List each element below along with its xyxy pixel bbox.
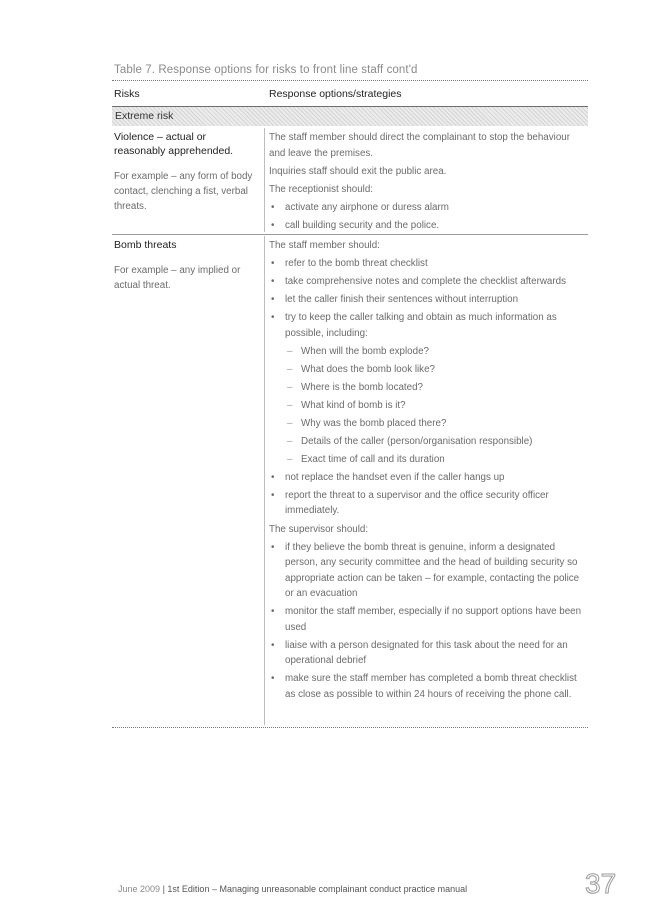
column-separator	[264, 128, 265, 232]
list-item: • if they believe the bomb threat is genuine, inform a designated person, any security committee and the head of building security so appropriate action can be taken – for example, contacting the police or an evacuation	[271, 541, 580, 599]
footer-edition: 1st Edition – Managing unreasonable complainant conduct practice manual	[167, 884, 468, 894]
response-list	[269, 200, 583, 234]
table-caption: Table 7. Response options for risks to front line staff cont'd	[114, 64, 418, 76]
header-responses: Response options/strategies	[269, 88, 402, 100]
response-list	[269, 256, 583, 519]
list-item: • report the threat to a supervisor and the office security officer immediately.	[271, 489, 549, 516]
caption-rule	[112, 80, 588, 81]
sub-list	[285, 344, 583, 468]
column-separator	[264, 236, 265, 725]
sub-list-item: – Details of the caller (person/organisation responsible)	[285, 434, 583, 450]
risk-example: For example – any form of body contact, clenching a fist, verbal threats.	[114, 171, 253, 212]
response-paragraph: The staff member should direct the complainant to stop the behaviour and leave the premises.	[269, 132, 570, 159]
risk-cell-violence	[114, 130, 260, 214]
bullet-icon: •	[271, 471, 275, 483]
footer-separator: |	[162, 884, 165, 894]
bullet-icon: •	[271, 258, 275, 269]
bullet-icon: •	[271, 606, 275, 617]
sub-list-item: – Exact time of call and its duration	[285, 452, 583, 468]
bullet-icon: •	[271, 201, 275, 213]
header-risks: Risks	[114, 88, 140, 100]
page-footer	[118, 884, 467, 894]
dash-icon: –	[287, 381, 293, 393]
dash-icon: –	[287, 435, 293, 447]
sub-list-item: – What does the bomb look like?	[285, 362, 583, 378]
response-cell-violence	[269, 130, 583, 236]
band-label: Extreme risk	[115, 110, 174, 122]
response-paragraph: The staff member should:	[269, 240, 380, 251]
risk-title: Violence – actual or reasonably apprehended.	[114, 131, 234, 157]
bullet-icon: •	[271, 294, 275, 305]
response-paragraph: The supervisor should:	[269, 523, 369, 535]
dash-icon: –	[287, 399, 293, 411]
bullet-icon: •	[271, 541, 275, 553]
dash-icon: –	[287, 453, 293, 465]
response-paragraph: Inquiries staff should exit the public area.	[269, 165, 447, 177]
dash-icon: –	[287, 345, 293, 357]
list-item: • not replace the handset even if the caller hangs up	[269, 470, 583, 486]
bullet-icon: •	[271, 276, 275, 287]
dash-icon: –	[287, 417, 293, 429]
list-item: • let the caller finish their sentences without interruption	[269, 292, 583, 308]
list-item: • take comprehensive notes and complete the checklist afterwards	[269, 274, 583, 290]
bullet-icon: •	[271, 219, 275, 231]
sub-list-item: – What kind of bomb is it?	[285, 398, 583, 414]
risk-example: For example – any implied or actual threat.	[114, 265, 241, 291]
bullet-icon: •	[271, 639, 275, 651]
response-paragraph: The receptionist should:	[269, 183, 374, 195]
response-list	[269, 540, 583, 703]
sub-list-item: – Why was the bomb placed there?	[285, 416, 583, 432]
list-item: • refer to the bomb threat checklist	[269, 256, 583, 272]
list-item: • make sure the staff member has completed a bomb threat checklist as close as possible to within 24 hours of receiving the phone call.	[271, 673, 577, 700]
bullet-icon: •	[271, 489, 275, 501]
table-bottom-rule	[112, 727, 588, 728]
bullet-icon: •	[271, 673, 275, 684]
sub-list-item: – When will the bomb explode?	[285, 344, 583, 360]
table-header-row	[114, 88, 588, 106]
list-item: • activate any airphone or duress alarm	[269, 200, 583, 216]
sub-list-item: – Where is the bomb located?	[285, 380, 583, 396]
list-item: • monitor the staff member, especially if no support options have been used	[271, 606, 582, 633]
list-item: • call building security and the police.	[269, 218, 583, 234]
footer-date: June 2009	[118, 884, 161, 894]
response-cell-bomb-threats	[269, 238, 583, 705]
extreme-risk-band	[112, 107, 588, 126]
list-item: • try to keep the caller talking and obtain as much information as possible, including: – When will the bomb explode? – What does the bomb look like? – Where is the bomb located? – What kind of bomb is it? – Why was the bomb placed there? – Details of the caller (person/organisation responsible) – Exact time of call and its duration	[269, 310, 583, 467]
bullet-icon: •	[271, 312, 275, 323]
page-number: 37	[585, 868, 617, 899]
row-rule	[112, 234, 588, 235]
risk-title: Bomb threats	[114, 239, 177, 251]
risk-cell-bomb-threats	[114, 238, 260, 293]
list-item: • liaise with a person designated for this task about the need for an operational debrief	[271, 639, 568, 666]
dash-icon: –	[287, 363, 293, 375]
